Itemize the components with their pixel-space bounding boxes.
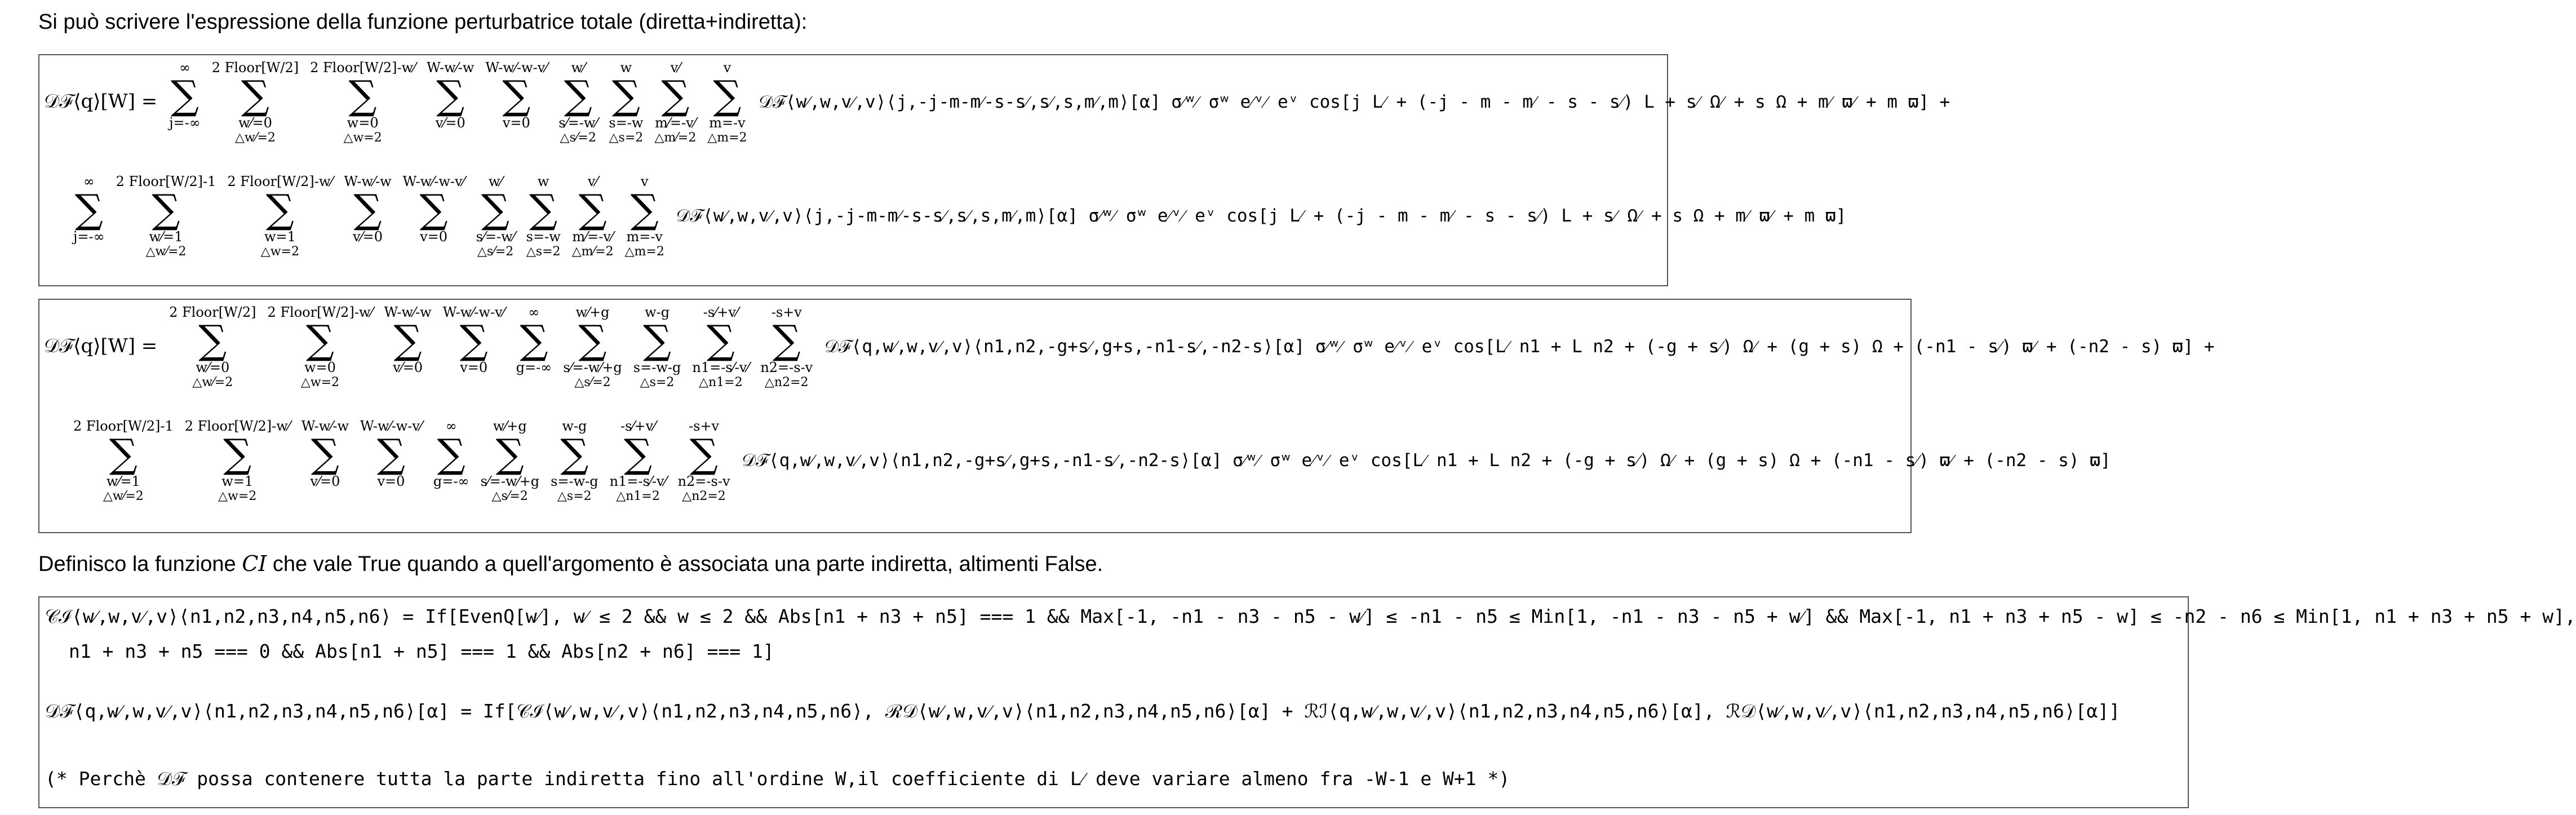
sum-step: △n2=2 bbox=[765, 375, 809, 389]
code-box[interactable] bbox=[38, 596, 2576, 808]
sum-lower-limit: v=0 bbox=[502, 115, 530, 131]
eq2-row1 bbox=[44, 304, 2215, 390]
sum-upper-limit: W-w⁄-w-v⁄ bbox=[360, 418, 422, 434]
summation-operator bbox=[403, 174, 465, 259]
sigma-symbol: ∑ bbox=[481, 186, 510, 232]
sum-lower-limit: w=1 bbox=[221, 473, 254, 489]
sum-lower-limit: v=0 bbox=[460, 360, 488, 375]
sigma-symbol: ∑ bbox=[643, 317, 672, 363]
sigma-symbol: ∑ bbox=[772, 317, 801, 363]
sum-lower-limit: g=-∞ bbox=[433, 473, 469, 489]
sum-step bbox=[302, 489, 349, 504]
sum-lower-limit: g=-∞ bbox=[516, 360, 552, 375]
sum-step: △s⁄=2 bbox=[477, 245, 514, 259]
sum-step bbox=[360, 489, 422, 504]
sigma-symbol: ∑ bbox=[393, 317, 422, 363]
sum-upper-limit: -s+v bbox=[689, 418, 720, 434]
sum-step: △m=2 bbox=[624, 245, 664, 259]
sum-step: △s=2 bbox=[557, 489, 592, 503]
eq2-lhs: 𝒟ℱ⟨q⟩[W] = bbox=[44, 335, 158, 357]
summation-operator bbox=[427, 60, 474, 145]
sigma-symbol: ∑ bbox=[305, 317, 334, 363]
sum-lower-limit: s=-w-g bbox=[633, 360, 681, 375]
summation-operator bbox=[212, 60, 299, 145]
sigma-symbol: ∑ bbox=[661, 72, 690, 118]
sum-step: △w⁄=2 bbox=[145, 245, 187, 259]
sum-lower-limit: w⁄=0 bbox=[238, 115, 272, 131]
sum-lower-limit: s=-w bbox=[609, 115, 644, 131]
summation-operator bbox=[344, 174, 391, 259]
sum-lower-limit: s⁄=-w⁄ bbox=[476, 229, 515, 245]
sum-step: △n1=2 bbox=[699, 375, 743, 389]
sigma-symbol: ∑ bbox=[560, 431, 589, 477]
summation-operator bbox=[169, 60, 201, 145]
sum-step: △m=2 bbox=[707, 131, 747, 145]
eq1-row2 bbox=[68, 174, 1846, 259]
sum-upper-limit: w-g bbox=[562, 418, 587, 434]
summation-operator bbox=[360, 418, 422, 504]
sum-upper-limit: W-w⁄-w bbox=[384, 304, 432, 320]
sum-lower-limit: v⁄=0 bbox=[353, 229, 383, 245]
sum-step: △m⁄=2 bbox=[654, 131, 697, 145]
sum-upper-limit: v bbox=[640, 174, 649, 189]
eq1-lhs: 𝒟ℱ⟨q⟩[W] = bbox=[44, 90, 158, 113]
sum-lower-limit: n1=-s⁄-v⁄ bbox=[609, 473, 667, 489]
sum-step bbox=[169, 131, 201, 145]
sum-step: △w=2 bbox=[300, 375, 340, 389]
code-line-1[interactable]: 𝒞ℐ⟨w⁄,w,v⁄,v⟩⟨n1,n2,n3,n4,n5,n6⟩ = If[EvenQ[w⁄], w⁄ ≤ 2 && w ≤ 2 && Abs[n1 + n3 + n5] === 1 && Max[-1, -n1 - n3 - n5 - w⁄] ≤ -n1 - n5 ≤ Min[1, -n1 - n3 - n5 + w⁄] && Max[-1, n1 + n3 + n5 - w] ≤ -n2 - n6 ≤ Min[1, n1 + n3 + n5 + w], bbox=[45, 605, 2576, 627]
sum-step: △n1=2 bbox=[616, 489, 660, 503]
sigma-symbol: ∑ bbox=[520, 317, 548, 363]
sigma-symbol: ∑ bbox=[311, 431, 339, 477]
sum-step: △n2=2 bbox=[682, 489, 726, 503]
sigma-symbol: ∑ bbox=[706, 317, 735, 363]
sum-lower-limit: m=-v bbox=[626, 229, 663, 245]
sum-lower-limit: n1=-s⁄-v⁄ bbox=[692, 360, 750, 375]
sum-lower-limit: w=0 bbox=[304, 360, 336, 375]
sum-upper-limit: -s⁄+v⁄ bbox=[620, 418, 656, 434]
sum-upper-limit: ∞ bbox=[445, 418, 457, 434]
sum-upper-limit: w⁄ bbox=[571, 60, 586, 76]
sum-upper-limit: ∞ bbox=[528, 304, 540, 320]
sum-upper-limit: w bbox=[537, 174, 549, 189]
summation-operator bbox=[480, 418, 539, 504]
summation-operator bbox=[551, 418, 598, 504]
sum-upper-limit: w⁄ bbox=[488, 174, 503, 189]
summation-operator bbox=[476, 174, 515, 259]
summation-operator bbox=[563, 304, 622, 390]
summation-operator bbox=[707, 60, 747, 145]
code-line-4[interactable]: (* Perchè 𝒟ℱ possa contenere tutta la parte indiretta fino all'ordine W,il coefficiente di L⁄ deve variare almeno fra -W-1 e W+1 *) bbox=[45, 768, 1510, 790]
sum-step: △w⁄=2 bbox=[192, 375, 233, 389]
summation-operator bbox=[310, 60, 415, 145]
summation-operator bbox=[633, 304, 681, 390]
sigma-symbol: ∑ bbox=[495, 431, 524, 477]
sum-lower-limit: m⁄=-v⁄ bbox=[572, 229, 613, 245]
sum-lower-limit: n2=-s-v bbox=[677, 473, 730, 489]
eq1-term2: 𝒟ℱ⟨w⁄,w,v⁄,v⟩⟨j,-j-m-m⁄-s-s⁄,s⁄,s,m⁄,m⟩[α] σ⁄ʷ⁄ σʷ e⁄ᵛ⁄ eᵛ cos[j L⁄ + (-j - m - m⁄ - s - s⁄) L + s⁄ Ω⁄ + s Ω + m⁄ ϖ⁄ + m ϖ] bbox=[676, 206, 1847, 226]
summation-operator bbox=[73, 174, 105, 259]
summation-operator bbox=[267, 304, 373, 390]
sigma-symbol: ∑ bbox=[529, 186, 558, 232]
eq2-sums-row1 bbox=[163, 304, 818, 389]
eq1-sums-row1 bbox=[163, 60, 752, 145]
sigma-symbol: ∑ bbox=[624, 431, 653, 477]
sigma-symbol: ∑ bbox=[348, 72, 377, 118]
sum-upper-limit: w⁄+g bbox=[493, 418, 527, 434]
summation-operator bbox=[302, 418, 349, 504]
sum-upper-limit: w⁄+g bbox=[575, 304, 610, 320]
sum-lower-limit: m=-v bbox=[709, 115, 746, 131]
eq2-row2 bbox=[68, 418, 2111, 504]
sum-lower-limit: v=0 bbox=[377, 473, 405, 489]
sigma-symbol: ∑ bbox=[109, 431, 138, 477]
summation-operator bbox=[485, 60, 547, 145]
sum-step: △m⁄=2 bbox=[571, 245, 614, 259]
sum-upper-limit: w-g bbox=[645, 304, 670, 320]
sum-step bbox=[73, 245, 105, 259]
sigma-symbol: ∑ bbox=[170, 72, 199, 118]
summation-operator bbox=[526, 174, 561, 259]
summation-operator bbox=[73, 418, 174, 504]
definition-text bbox=[38, 551, 1103, 577]
summation-operator bbox=[610, 418, 667, 504]
summation-operator bbox=[116, 174, 216, 259]
summation-operator bbox=[185, 418, 290, 504]
summation-operator bbox=[654, 60, 696, 145]
sigma-symbol: ∑ bbox=[241, 72, 269, 118]
summation-operator bbox=[384, 304, 431, 390]
summation-operator bbox=[760, 304, 813, 390]
sum-step: △w⁄=2 bbox=[103, 489, 144, 503]
eq1-term1: 𝒟ℱ⟨w⁄,w,v⁄,v⟩⟨j,-j-m-m⁄-s-s⁄,s⁄,s,m⁄,m⟩[α] σ⁄ʷ⁄ σʷ e⁄ᵛ⁄ eᵛ cos[j L⁄ + (-j - m - m⁄ - s - s⁄) L + s⁄ Ω⁄ + s Ω + m⁄ ϖ⁄ + m ϖ] + bbox=[759, 92, 1950, 112]
equation-box-2[interactable] bbox=[38, 299, 2215, 533]
summation-operator bbox=[443, 304, 505, 390]
summation-operator bbox=[227, 174, 332, 259]
sum-step bbox=[403, 245, 465, 259]
sigma-symbol: ∑ bbox=[459, 317, 488, 363]
sigma-symbol: ∑ bbox=[198, 317, 227, 363]
summation-operator bbox=[169, 304, 256, 390]
definition-symbol: CI bbox=[242, 551, 267, 576]
sum-step bbox=[427, 131, 474, 145]
eq1-sums-row2 bbox=[68, 174, 670, 259]
sum-lower-limit: s⁄=-w⁄ bbox=[558, 115, 598, 131]
definition-text-before: Definisco la funzione bbox=[38, 552, 242, 576]
sigma-symbol: ∑ bbox=[578, 186, 607, 232]
sum-upper-limit: 2 Floor[W/2]-w⁄ bbox=[227, 174, 333, 189]
sigma-symbol: ∑ bbox=[152, 186, 180, 232]
equation-box-1[interactable] bbox=[38, 54, 1950, 286]
sum-lower-limit: s=-w bbox=[526, 229, 561, 245]
sigma-symbol: ∑ bbox=[713, 72, 742, 118]
sum-upper-limit: W-w⁄-w bbox=[427, 60, 475, 76]
summation-operator bbox=[558, 60, 597, 145]
sum-step: △s⁄=2 bbox=[491, 489, 528, 503]
sum-lower-limit: v⁄=0 bbox=[310, 473, 340, 489]
sum-lower-limit: s⁄=-w⁄+g bbox=[480, 473, 540, 489]
sum-lower-limit: v⁄=0 bbox=[393, 360, 423, 375]
sum-step: △w=2 bbox=[260, 245, 299, 259]
sum-upper-limit: -s⁄+v⁄ bbox=[703, 304, 738, 320]
sum-upper-limit: 2 Floor[W/2] bbox=[169, 304, 256, 320]
sum-lower-limit: j=-∞ bbox=[73, 229, 105, 245]
sum-step bbox=[344, 245, 391, 259]
sum-lower-limit: w=1 bbox=[264, 229, 296, 245]
sum-lower-limit: n2=-s-v bbox=[760, 360, 813, 375]
eq2-term2: 𝒟ℱ⟨q,w⁄,w,v⁄,v⟩⟨n1,n2,-g+s⁄,g+s,-n1-s⁄,-n2-s⟩[α] σ⁄ʷ⁄ σʷ e⁄ᵛ⁄ eᵛ cos[L⁄ n1 + L n2 + (-g + s⁄) Ω⁄ + (g + s) Ω + (-n1 - s⁄) ϖ⁄ + (-n2 - s) ϖ] bbox=[742, 450, 2111, 471]
sum-step: △s⁄=2 bbox=[560, 131, 596, 145]
sum-lower-limit: w=0 bbox=[347, 115, 379, 131]
eq2-term1: 𝒟ℱ⟨q,w⁄,w,v⁄,v⟩⟨n1,n2,-g+s⁄,g+s,-n1-s⁄,-n2-s⟩[α] σ⁄ʷ⁄ σʷ e⁄ᵛ⁄ eᵛ cos[L⁄ n1 + L n2 + (-g + s⁄) Ω⁄ + (g + s) Ω + (-n1 - s⁄) ϖ⁄ + (-n2 - s) ϖ] + bbox=[824, 336, 2215, 357]
sigma-symbol: ∑ bbox=[265, 186, 294, 232]
sum-upper-limit: 2 Floor[W/2]-1 bbox=[116, 174, 216, 189]
summation-operator bbox=[625, 174, 664, 259]
sum-step bbox=[516, 375, 552, 390]
sigma-symbol: ∑ bbox=[630, 186, 659, 232]
sum-upper-limit: 2 Floor[W/2] bbox=[211, 60, 299, 76]
sum-upper-limit: 2 Floor[W/2]-w⁄ bbox=[184, 418, 290, 434]
sum-upper-limit: ∞ bbox=[83, 174, 95, 189]
sum-upper-limit: 2 Floor[W/2]-w⁄ bbox=[267, 304, 373, 320]
sum-upper-limit: v⁄ bbox=[670, 60, 681, 76]
sum-lower-limit: s⁄=-w⁄+g bbox=[563, 360, 622, 375]
sum-lower-limit: v⁄=0 bbox=[435, 115, 465, 131]
sigma-symbol: ∑ bbox=[437, 431, 465, 477]
summation-operator bbox=[433, 418, 469, 504]
sigma-symbol: ∑ bbox=[436, 72, 465, 118]
sigma-symbol: ∑ bbox=[419, 186, 448, 232]
sum-step: △w=2 bbox=[218, 489, 257, 503]
code-line-3[interactable]: 𝒟ℱ⟨q,w⁄,w,v⁄,v⟩⟨n1,n2,n3,n4,n5,n6⟩[α] = If[𝒞ℐ⟨w⁄,w,v⁄,v⟩⟨n1,n2,n3,n4,n5,n6⟩, ℛ𝒟⟨w⁄,w,v⁄,v⟩⟨n1,n2,n3,n4,n5,n6⟩[α] + ℛℐ⟨q,w⁄,w,v⁄,v⟩⟨n1,n2,n3,n4,n5,n6⟩[α], ℛ𝒟⟨w⁄,w,v⁄,v⟩⟨n1,n2,n3,n4,n5,n6⟩[α]] bbox=[45, 700, 2121, 722]
code-line-2[interactable]: n1 + n3 + n5 === 0 && Abs[n1 + n5] === 1 && Abs[n2 + n6] === 1] bbox=[69, 640, 774, 662]
sigma-symbol: ∑ bbox=[578, 317, 607, 363]
sum-lower-limit: v=0 bbox=[420, 229, 448, 245]
sum-step: △s=2 bbox=[640, 375, 675, 389]
sum-upper-limit: ∞ bbox=[179, 60, 190, 76]
sum-upper-limit: 2 Floor[W/2]-w⁄ bbox=[310, 60, 416, 76]
summation-operator bbox=[678, 418, 730, 504]
sigma-symbol: ∑ bbox=[611, 72, 640, 118]
sum-step: △w⁄=2 bbox=[235, 131, 276, 145]
sum-upper-limit: W-w⁄-w bbox=[301, 418, 349, 434]
sum-lower-limit: j=-∞ bbox=[169, 115, 201, 131]
sum-step: △s=2 bbox=[609, 131, 644, 145]
sum-upper-limit: -s+v bbox=[771, 304, 802, 320]
sigma-symbol: ∑ bbox=[74, 186, 103, 232]
sum-step bbox=[443, 375, 505, 390]
sum-lower-limit: w⁄=1 bbox=[149, 229, 183, 245]
sum-upper-limit: W-w⁄-w-v⁄ bbox=[402, 174, 465, 189]
sum-step bbox=[433, 489, 469, 504]
sum-step: △w=2 bbox=[343, 131, 382, 145]
sigma-symbol: ∑ bbox=[502, 72, 531, 118]
summation-operator bbox=[692, 304, 749, 390]
sum-lower-limit: s=-w-g bbox=[551, 473, 598, 489]
sum-lower-limit: w⁄=0 bbox=[196, 360, 230, 375]
sum-step bbox=[485, 131, 547, 145]
sigma-symbol: ∑ bbox=[376, 431, 405, 477]
sum-lower-limit: m⁄=-v⁄ bbox=[655, 115, 696, 131]
sum-step: △s=2 bbox=[526, 245, 561, 259]
sigma-symbol: ∑ bbox=[353, 186, 382, 232]
eq2-sums-row2 bbox=[68, 418, 736, 503]
sum-step bbox=[384, 375, 431, 390]
sum-lower-limit: w⁄=1 bbox=[106, 473, 140, 489]
sigma-symbol: ∑ bbox=[690, 431, 719, 477]
sum-step: △s⁄=2 bbox=[574, 375, 611, 389]
summation-operator bbox=[516, 304, 552, 390]
summation-operator bbox=[572, 174, 614, 259]
summation-operator bbox=[609, 60, 643, 145]
definition-text-after: che vale True quando a quell'argomento è associata una parte indiretta, altimenti False. bbox=[267, 552, 1103, 576]
sum-upper-limit: W-w⁄-w bbox=[344, 174, 392, 189]
sum-upper-limit: w bbox=[620, 60, 632, 76]
sum-upper-limit: v⁄ bbox=[587, 174, 598, 189]
sum-upper-limit: v bbox=[723, 60, 731, 76]
sum-upper-limit: W-w⁄-w-v⁄ bbox=[442, 304, 505, 320]
intro-text: Si può scrivere l'espressione della funzione perturbatrice totale (diretta+indiretta): bbox=[38, 10, 808, 34]
sigma-symbol: ∑ bbox=[564, 72, 592, 118]
sigma-symbol: ∑ bbox=[223, 431, 252, 477]
eq1-row1 bbox=[44, 60, 1950, 145]
sum-upper-limit: 2 Floor[W/2]-1 bbox=[73, 418, 174, 434]
sum-upper-limit: W-w⁄-w-v⁄ bbox=[485, 60, 548, 76]
